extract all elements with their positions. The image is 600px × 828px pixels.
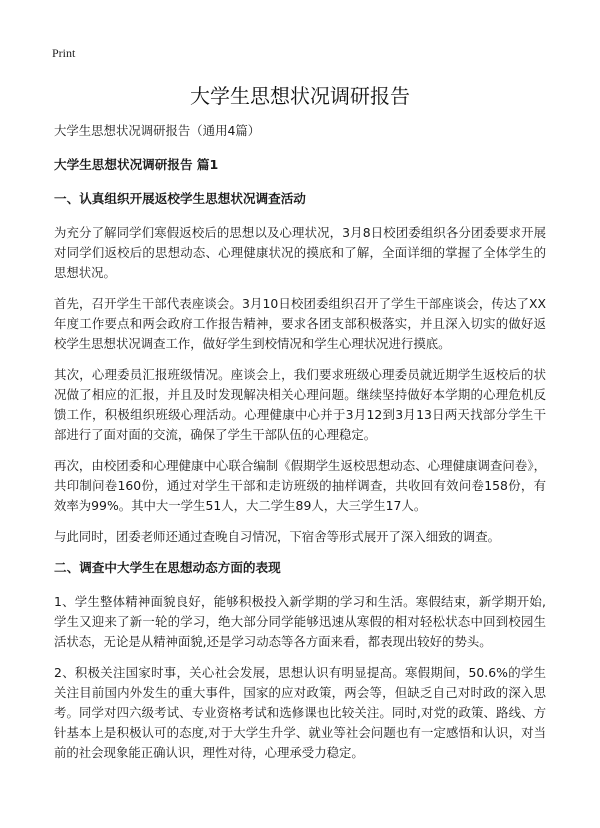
paragraph: 1、学生整体精神面貌良好，能够积极投入新学期的学习和生活。寒假结束，新学期开始,学生又迎来了新一轮的学习，绝大部分同学能够迅速从寒假的相对轻松状态中回到校园生活状态，无论是从精神面貌,还是学习动态等各方面来看，都表现出较好的势头。	[54, 594, 546, 649]
section-heading-2: 二、调查中大学生在思想动态方面的表现	[54, 560, 281, 575]
section-heading-1: 一、认真组织开展返校学生思想状况调查活动	[54, 191, 306, 206]
paragraph: 再次，由校团委和心理健康中心联合编制《假期学生返校思想动态、心理健康调查问卷》，共印制问卷160份，通过对学生干部和走访班级的抽样调查，共收回有效问卷158份，有效率为99%。其中大一学生51人，大二学生89人，大三学生17人。	[54, 458, 546, 513]
article-body	[54, 121, 546, 774]
print-link[interactable]: Print	[52, 46, 76, 60]
page-title: 大学生思想状况调研报告	[190, 84, 410, 108]
article-heading: 大学生思想状况调研报告 篇1	[54, 157, 219, 172]
paragraph: 为充分了解同学们寒假返校后的思想以及心理状况，3月8日校团委组织各分团委要求开展对同学们返校后的思想动态、心理健康状况的摸底和了解，全面详细的掌握了全体学生的思想状况。	[54, 225, 546, 280]
paragraph: 首先，召开学生干部代表座谈会。3月10日校团委组织召开了学生干部座谈会，传达了XX年度工作要点和两会政府工作报告精神，要求各团支部积极落实，并且深入切实的做好返校学生思想状况调查工作，做好学生到校情况和学生心理状况进行摸底。	[54, 296, 546, 351]
document-subtitle: 大学生思想状况调研报告（通用4篇）	[54, 123, 261, 138]
paragraph: 与此同时，团委老师还通过查晚自习情况，下宿舍等形式展开了深入细致的调查。	[54, 529, 501, 544]
paragraph: 2、积极关注国家时事，关心社会发展，思想认识有明显提高。寒假期间，50.6%的学生关注目前国内外发生的重大事件，国家的应对政策，两会等，但缺乏自己对时政的深入思考。同学对四六级考试、专业资格考试和选修课也比较关注。同时,对党的政策、路线、方针基本上是积极认可的态度,对于大学生升学、就业等社会问题也有一定感悟和认识，对当前的社会现象能正确认识，理性对待，心理承受力稳定。	[54, 665, 546, 760]
paragraph: 其次，心理委员汇报班级情况。座谈会上，我们要求班级心理委员就近期学生返校后的状况做了相应的汇报，并且及时发现解决相关心理问题。继续坚持做好本学期的心理危机反馈工作，积极组织班级心理活动。心理健康中心并于3月12到3月13日两天找部分学生干部进行了面对面的交流，确保了学生干部队伍的心理稳定。	[54, 367, 546, 442]
